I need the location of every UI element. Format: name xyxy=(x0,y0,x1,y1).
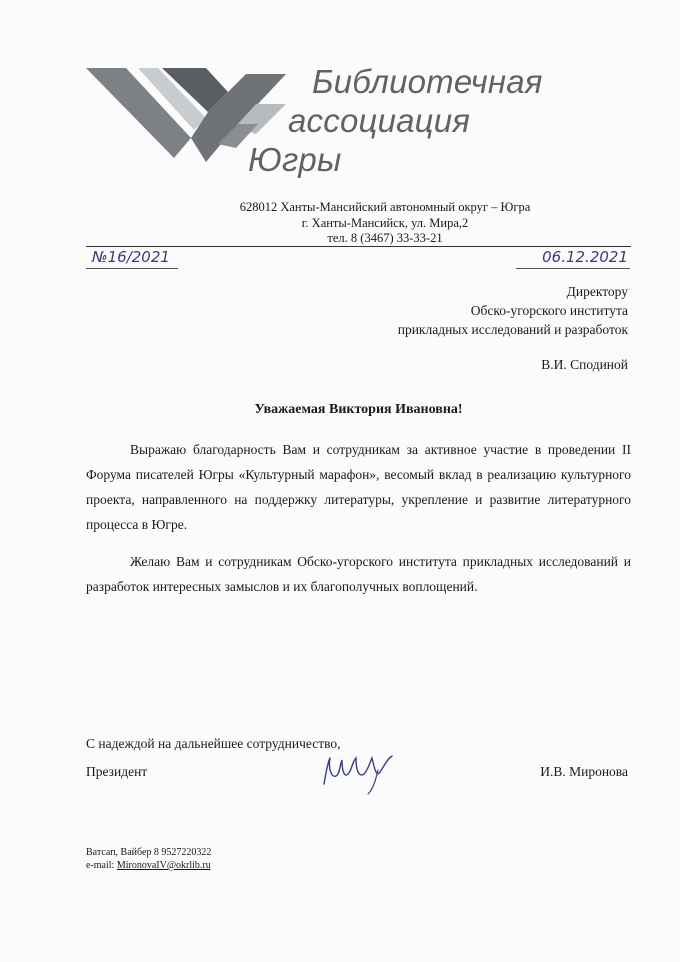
address-block xyxy=(150,200,620,247)
email-link[interactable]: MironovaIV@okrlib.ru xyxy=(116,860,211,871)
address-line: г. Ханты-Мансийск, ул. Мира,2 xyxy=(301,215,469,230)
phone-line: тел. 8 (3467) 33-33-21 xyxy=(327,231,443,245)
signatory-name: И.В. Миронова xyxy=(540,764,628,779)
header-divider xyxy=(86,246,631,247)
closing-phrase: С надеждой на дальнейшее сотрудничество, xyxy=(86,736,341,751)
messenger-phone: Ватсап, Вайбер 8 9527220322 xyxy=(86,847,212,858)
email-line xyxy=(86,859,211,872)
email-label: e-mail: xyxy=(86,860,117,871)
handwritten-signature xyxy=(318,748,398,796)
letter-number: №16/2021 xyxy=(92,248,170,266)
organization-name-line: Библиотечная xyxy=(312,63,543,100)
recipient-title-line: Директору xyxy=(566,284,628,299)
letter-date-underline xyxy=(516,268,630,269)
organization-name-line: ассоциация xyxy=(288,102,471,139)
signatory-position: Президент xyxy=(86,764,148,779)
letter-date: 06.12.2021 xyxy=(542,248,628,266)
address-line: 628012 Ханты-Мансийский автономный округ – Югра xyxy=(239,200,531,214)
salutation: Уважаемая Виктория Ивановна! xyxy=(254,402,463,417)
body-paragraph: Желаю Вам и сотрудникам Обско-угорского института прикладных исследований и разработок интересных замыслов и их благополучных воплощений. xyxy=(86,554,631,594)
letter-number-underline xyxy=(86,268,178,269)
organization-name-line: Югры xyxy=(248,141,342,178)
recipient-block xyxy=(398,282,628,339)
organization-name xyxy=(248,62,543,179)
contacts-block xyxy=(86,846,211,872)
recipient-name: В.И. Сподиной xyxy=(541,357,628,372)
recipient-title-line: Обско-угорского института xyxy=(470,303,628,318)
body-paragraph: Выражаю благодарность Вам и сотрудникам за активное участие в проведении II Форума писателей Югры «Культурный марафон», весомый вклад в реализацию культурного проекта, направленного на поддержку литературы, укрепление и развитие литературного процесса в Югре. xyxy=(86,442,631,532)
recipient-title-line: прикладных исследований и разработок xyxy=(397,322,628,337)
